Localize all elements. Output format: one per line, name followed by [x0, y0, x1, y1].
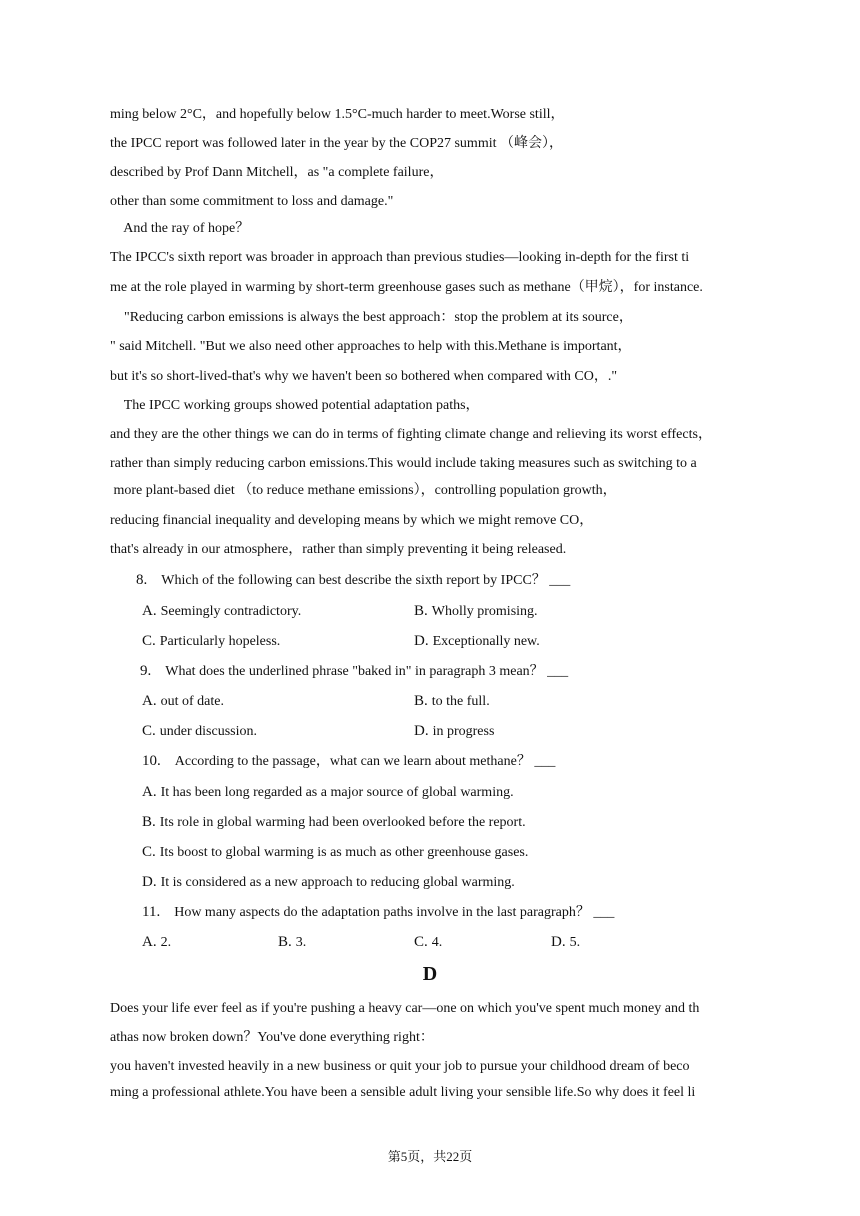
question-text: What does the underlined phrase "baked in" in paragraph 3 mean？ ___: [165, 664, 569, 679]
option-letter: C.: [142, 723, 156, 739]
section-d-line: ming a professional athlete.You have been a sensible adult living your sensible life.So why does it feel li: [110, 1085, 696, 1100]
option-text: Exceptionally new.: [432, 634, 540, 649]
option-text: 3.: [295, 935, 307, 950]
question-9-option-c[interactable]: [142, 721, 257, 742]
option-letter: B.: [414, 693, 428, 709]
page-number-footer: 第5页，共22页: [387, 1149, 473, 1164]
option-letter: D.: [551, 934, 566, 950]
passage-line: and they are the other things we can do in terms of fighting climate change and relieving its worst effects，: [110, 427, 712, 442]
question-11-option-c[interactable]: [414, 932, 442, 953]
passage-line: The IPCC's sixth report was broader in approach than previous studies—looking in-depth for the first ti: [110, 250, 690, 265]
question-text: Which of the following can best describe the sixth report by IPCC？ ___: [161, 573, 571, 588]
passage-line: more plant-based diet （to reduce methane emissions），controlling population growth，: [110, 483, 617, 498]
option-letter: B.: [278, 934, 292, 950]
option-letter: A.: [142, 693, 157, 709]
passage-line: described by Prof Dann Mitchell，as "a complete failure，: [110, 165, 444, 180]
option-letter: C.: [142, 633, 156, 649]
question-9-option-a[interactable]: [142, 691, 224, 712]
question-number: 11.: [142, 904, 161, 920]
question-8-option-a[interactable]: [142, 601, 301, 622]
question-9-option-d[interactable]: [414, 721, 494, 742]
option-text: 2.: [160, 935, 172, 950]
option-text: Seemingly contradictory.: [160, 604, 302, 619]
passage-line: rather than simply reducing carbon emissions.This would include taking measures such as switching to a: [110, 456, 697, 471]
question-10-option-c[interactable]: [142, 842, 528, 863]
passage-line: that's already in our atmosphere，rather than simply preventing it being released.: [110, 542, 567, 557]
question-number: 8.: [136, 572, 148, 588]
question-10-stem: [142, 751, 555, 772]
option-letter: D.: [414, 633, 429, 649]
question-number: 9.: [140, 663, 152, 679]
section-d-line: Does your life ever feel as if you're pushing a heavy car—one on which you've spent much money and th: [110, 1001, 700, 1016]
question-8-option-d[interactable]: [414, 631, 540, 652]
option-letter: D.: [142, 874, 157, 890]
option-letter: A.: [142, 603, 157, 619]
question-10-option-d[interactable]: [142, 872, 515, 893]
passage-line: reducing financial inequality and developing means by which we might remove CO，: [110, 513, 594, 528]
passage-line: ming below 2°C，and hopefully below 1.5°C-much harder to meet.Worse still，: [110, 107, 565, 122]
passage-line: And the ray of hope？: [110, 221, 250, 236]
option-letter: C.: [142, 844, 156, 860]
passage-line: "Reducing carbon emissions is always the best approach：stop the problem at its source，: [110, 310, 633, 325]
question-8-stem: [136, 570, 570, 591]
question-number: 10.: [142, 753, 161, 769]
question-11-stem: [142, 902, 614, 923]
option-text: It is considered as a new approach to reducing global warming.: [160, 875, 515, 890]
question-text: According to the passage，what can we learn about methane？ ___: [174, 754, 556, 769]
option-text: Its boost to global warming is as much as other greenhouse gases.: [159, 845, 529, 860]
passage-line: other than some commitment to loss and damage.": [110, 194, 394, 209]
section-title: D: [422, 963, 438, 985]
question-9-option-b[interactable]: [414, 691, 490, 712]
option-letter: A.: [142, 784, 157, 800]
option-text: under discussion.: [159, 724, 257, 739]
passage-line: The IPCC working groups showed potential adaptation paths，: [110, 398, 480, 413]
option-text: out of date.: [160, 694, 224, 709]
question-9-stem: [140, 661, 568, 682]
question-10-option-b[interactable]: [142, 812, 526, 833]
question-11-option-a[interactable]: [142, 932, 171, 953]
option-text: Its role in global warming had been overlooked before the report.: [159, 815, 526, 830]
option-text: 5.: [569, 935, 581, 950]
section-d-line: athas now broken down？You've done everything right：: [110, 1030, 434, 1045]
option-text: Particularly hopeless.: [159, 634, 281, 649]
question-10-option-a[interactable]: [142, 782, 514, 803]
option-letter: B.: [142, 814, 156, 830]
question-11-option-b[interactable]: [278, 932, 306, 953]
option-text: It has been long regarded as a major source of global warming.: [160, 785, 514, 800]
passage-line: " said Mitchell. "But we also need other approaches to help with this.Methane is important，: [110, 339, 632, 354]
question-11-option-d[interactable]: [551, 932, 580, 953]
option-text: to the full.: [431, 694, 490, 709]
question-8-option-c[interactable]: [142, 631, 280, 652]
section-d-line: you haven't invested heavily in a new business or quit your job to pursue your childhood dream of beco: [110, 1059, 690, 1074]
option-text: 4.: [431, 935, 443, 950]
option-text: in progress: [432, 724, 495, 739]
question-8-option-b[interactable]: [414, 601, 538, 622]
option-letter: A.: [142, 934, 157, 950]
option-letter: C.: [414, 934, 428, 950]
passage-line: but it's so short-lived-that's why we haven't been so bothered when compared with CO，.": [110, 369, 618, 384]
question-text: How many aspects do the adaptation paths involve in the last paragraph？ ___: [174, 905, 615, 920]
option-letter: B.: [414, 603, 428, 619]
option-text: Wholly promising.: [431, 604, 538, 619]
passage-line: me at the role played in warming by short-term greenhouse gases such as methane（甲烷），for instance.: [110, 280, 703, 295]
passage-line: the IPCC report was followed later in the year by the COP27 summit （峰会），: [110, 136, 563, 151]
option-letter: D.: [414, 723, 429, 739]
